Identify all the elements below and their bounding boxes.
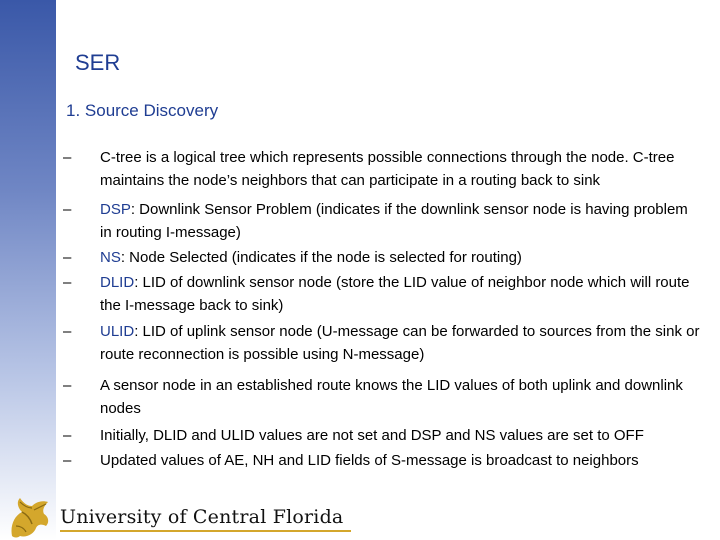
university-name: University of Central Florida <box>60 506 344 528</box>
bullet-item <box>63 271 703 320</box>
bullet-text <box>100 374 703 424</box>
university-wordmark <box>60 506 343 532</box>
footer-logo <box>6 494 343 540</box>
bullet-item <box>63 449 703 474</box>
slide-title: SER <box>75 50 121 75</box>
bullet-text <box>100 424 703 449</box>
bullet-item <box>63 374 703 424</box>
bullet-body: : LID of downlink sensor node (store the LID value of neighbor node which will route the I-message back to sink) <box>100 274 690 314</box>
bullet-term: NS <box>100 249 121 266</box>
bullet-term: DSP <box>100 201 131 218</box>
bullet-dash: – <box>63 427 72 444</box>
left-gradient-bar <box>0 0 56 540</box>
bullet-text <box>100 271 703 320</box>
bullet-body: Updated values of AE, NH and LID fields of S-message is broadcast to neighbors <box>100 452 639 469</box>
bullet-term: ULID <box>100 323 135 340</box>
bullet-term: DLID <box>100 274 135 291</box>
bullet-item <box>63 246 703 271</box>
bullet-body: Initially, DLID and ULID values are not set and DSP and NS values are set to OFF <box>100 427 644 444</box>
bullet-item <box>63 320 703 374</box>
pegasus-logo-icon <box>6 496 52 540</box>
bullet-text <box>100 198 703 246</box>
section-heading: 1. Source Discovery <box>66 101 219 120</box>
bullet-body: : Downlink Sensor Problem (indicates if the downlink sensor node is having problem in routing I-message) <box>100 201 688 241</box>
bullet-text <box>100 320 703 374</box>
bullet-text <box>100 449 703 474</box>
wordmark-underline <box>60 530 351 532</box>
bullet-text <box>100 246 703 271</box>
bullet-body: A sensor node in an established route knows the LID values of both uplink and downlink nodes <box>100 377 683 417</box>
bullet-text <box>100 146 703 198</box>
bullet-dash: – <box>63 377 72 394</box>
bullet-dash: – <box>63 201 72 218</box>
bullet-item <box>63 424 703 449</box>
bullet-body: : Node Selected (indicates if the node is selected for routing) <box>120 249 522 266</box>
bullet-dash: – <box>63 323 72 340</box>
bullet-body: C-tree is a logical tree which represents possible connections through the node. C-tree maintains the node’s neighbors that can participate in a routing back to sink <box>100 149 675 189</box>
bullet-dash: – <box>63 452 72 469</box>
bullet-dash: – <box>63 149 72 166</box>
bullet-item <box>63 198 703 246</box>
bullet-dash: – <box>63 274 72 291</box>
bullet-item <box>63 146 703 198</box>
bullet-list <box>63 146 703 474</box>
bullet-body: : LID of uplink sensor node (U-message can be forwarded to sources from the sink or route reconnection is possible using N-message) <box>100 323 700 363</box>
bullet-dash: – <box>63 249 72 266</box>
